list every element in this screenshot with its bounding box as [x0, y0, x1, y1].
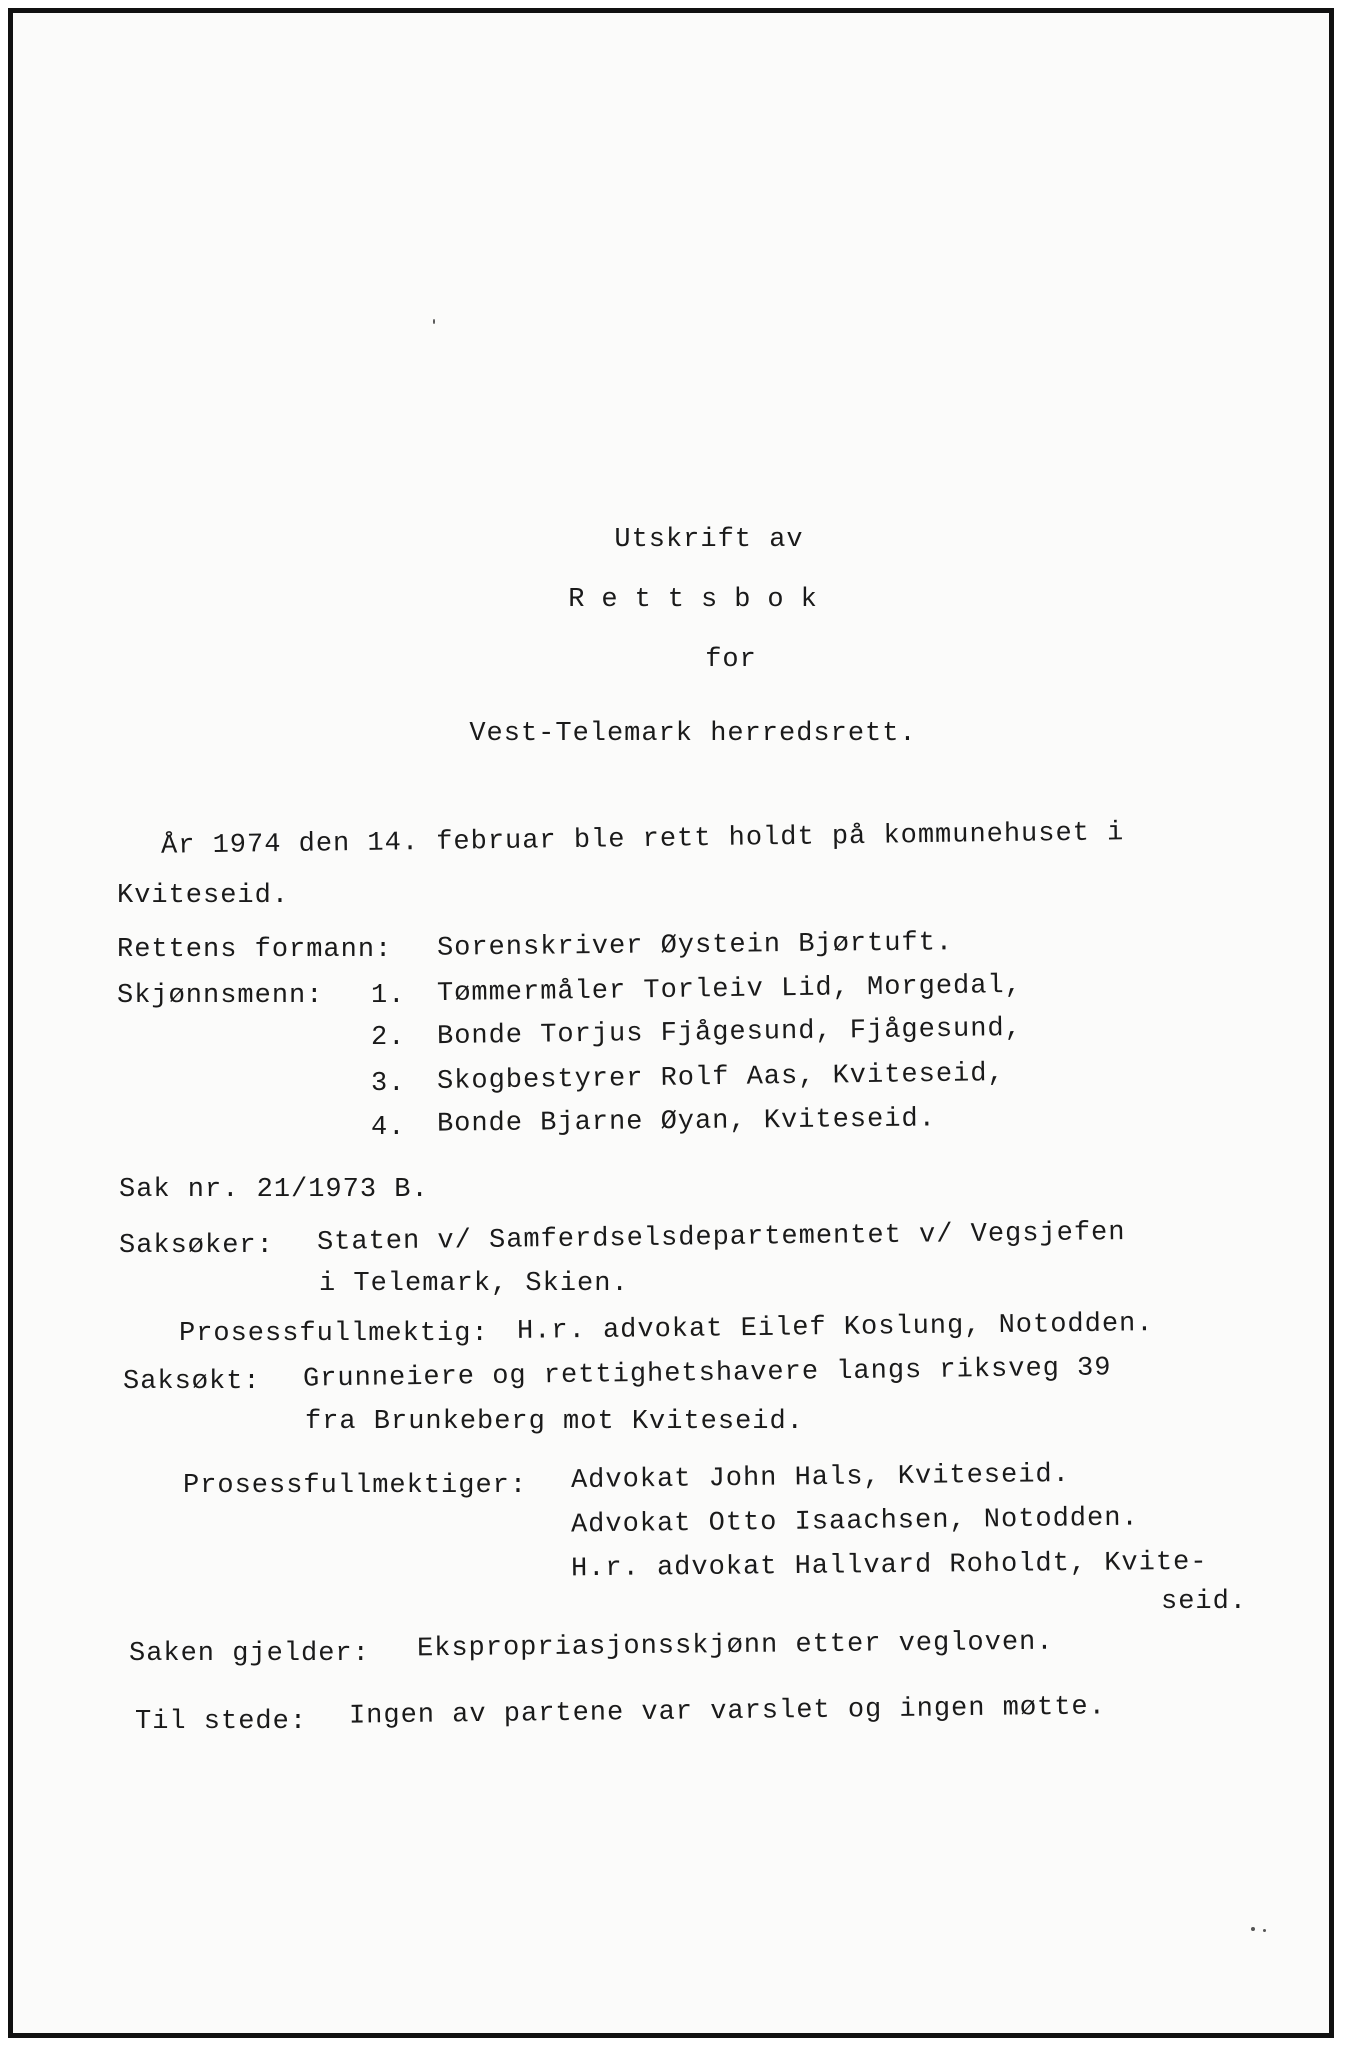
defendant-attorney: Advokat Otto Isaachsen, Notodden. — [570, 1503, 1139, 1541]
defendant-attorneys-label: Prosessfullmektiger: — [183, 1471, 528, 1501]
header-line-3: for — [705, 645, 757, 675]
document-page — [8, 8, 1334, 2038]
header-line-1: Utskrift av — [614, 525, 804, 555]
defendant-attorney: Advokat John Hals, Kviteseid. — [570, 1459, 1071, 1497]
assessors-label: Skjønnsmenn: — [117, 981, 324, 1011]
chair-value: Sorenskriver Øystein Bjørtuft. — [436, 928, 954, 964]
assessor-text: Tømmermåler Torleiv Lid, Morgedal, — [436, 970, 1023, 1010]
subject: Ekspropriasjonsskjønn etter vegloven. — [416, 1627, 1054, 1665]
assessor-text: Bonde Bjarne Øyan, Kviteseid. — [436, 1104, 937, 1140]
plaintiff-attorney: H.r. advokat Eilef Koslung, Notodden. — [516, 1309, 1154, 1347]
assessor-num: 2. — [371, 1023, 406, 1053]
assessor-num: 4. — [371, 1113, 406, 1143]
present: Ingen av partene var varslet og ingen møtte. — [348, 1692, 1107, 1732]
defendant-cont: fra Brunkeberg mot Kviteseid. — [305, 1407, 804, 1437]
defendant-attorney: H.r. advokat Hallvard Roholdt, Kvite- — [570, 1547, 1208, 1585]
defendant: Grunneiere og rettighetshavere langs riksveg 39 — [302, 1353, 1112, 1395]
subject-label: Saken gjelder: — [129, 1639, 370, 1669]
present-label: Til stede: — [135, 1707, 308, 1737]
intro-line-2: Kviteseid. — [117, 881, 290, 911]
assessor-text: Bonde Torjus Fjågesund, Fjågesund, — [436, 1013, 1023, 1053]
assessor-num: 1. — [371, 981, 406, 1011]
plaintiff-attorney-label: Prosessfullmektig: — [179, 1319, 489, 1349]
intro-line-1: År 1974 den 14. februar ble rett holdt på kommunehuset i — [160, 818, 1125, 862]
assessor-num: 3. — [371, 1069, 406, 1099]
scan-mark — [1263, 1929, 1266, 1932]
defendant-attorney-cont: seid. — [1161, 1587, 1248, 1617]
chair-label: Rettens formann: — [117, 935, 393, 965]
scan-mark — [433, 319, 435, 324]
plaintiff: Staten v/ Samferdselsdepartementet v/ Vegsjefen — [316, 1218, 1126, 1258]
plaintiff-label: Saksøker: — [119, 1231, 274, 1261]
assessor-text: Skogbestyrer Rolf Aas, Kviteseid, — [436, 1059, 1005, 1097]
case-number: Sak nr. 21/1973 B. — [119, 1175, 429, 1205]
defendant-label: Saksøkt: — [123, 1367, 261, 1397]
plaintiff-cont: i Telemark, Skien. — [319, 1269, 629, 1299]
court-name: Vest-Telemark herredsrett. — [469, 719, 917, 749]
scan-mark — [1251, 1927, 1255, 1931]
header-title: Rettsbok — [568, 585, 834, 615]
